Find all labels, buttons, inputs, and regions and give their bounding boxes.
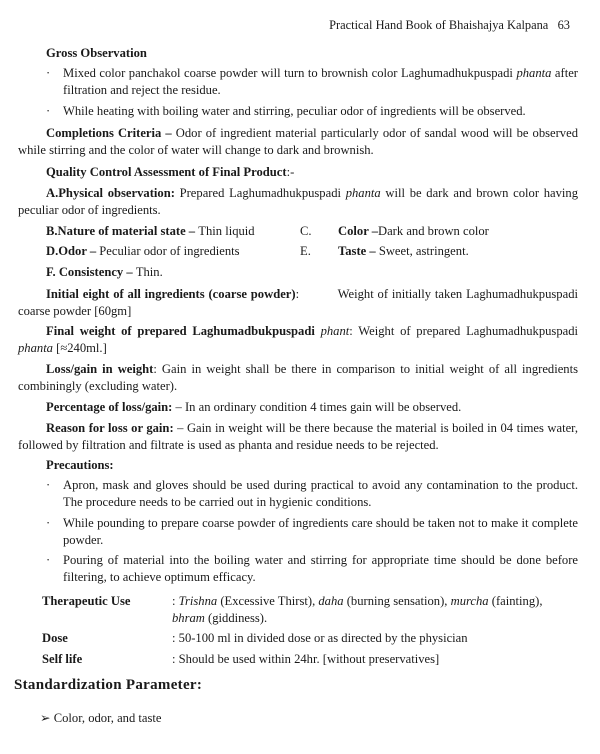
text-span: A.Physical observation: — [46, 186, 180, 200]
loss-gain-weight — [18, 361, 578, 394]
qc-row-b-c — [46, 223, 586, 240]
text-span: Initial eight of all ingredients (coarse powder) — [46, 287, 296, 301]
text-span: phant — [320, 324, 350, 338]
text-span: bhram — [172, 610, 205, 625]
text-span: :- — [286, 165, 295, 179]
list-item — [46, 477, 578, 510]
self-life — [42, 651, 578, 668]
text-span: : — [349, 324, 359, 338]
text-span: Color – — [338, 224, 378, 238]
text-span: Apron, mask and gloves should be used during practical to avoid any contamination to the product. The procedure needs to be carried out in hygienic conditions. — [63, 478, 578, 509]
running-header — [329, 17, 570, 34]
qc-heading — [46, 164, 294, 181]
dose — [42, 630, 578, 647]
text-span — [46, 223, 255, 240]
text-span: [≈240ml.] — [52, 340, 107, 355]
text-span: Prepared Laghumadhukpuspadi — [179, 186, 346, 200]
text-span: While pounding to prepare coarse powder of ingredients care should be taken not to make it complete powder. — [63, 516, 578, 547]
text-span: · — [46, 516, 51, 530]
text-span: Trishna — [178, 594, 218, 608]
gross-observation-heading — [46, 45, 147, 62]
qc-row-d-e — [46, 243, 586, 260]
text-span — [338, 223, 489, 240]
text-span: : Should be used within 24hr. [without preservatives] — [172, 652, 440, 666]
text-span: Sweet, astringent. — [378, 244, 469, 258]
precautions-heading — [46, 457, 114, 474]
text-span: Precautions: — [46, 458, 114, 472]
text-span: Dose — [42, 631, 68, 645]
text-span: Percentage of loss/gain: — [46, 400, 173, 414]
text-span: : 50-100 ml in divided dose or as directed by the physician — [172, 631, 468, 645]
text-span: (giddiness). — [204, 610, 268, 625]
text-span: Therapeutic Use — [42, 594, 131, 608]
physical-observation — [18, 185, 578, 218]
text-span: Self life — [42, 652, 83, 666]
page-number: 63 — [557, 18, 570, 32]
text-span — [46, 243, 240, 260]
text-span: – Gain in weight will be there because the material is boiled in 04 times water, followed by filtration and filtrate is used as phanta and residue needs to be rejected. — [18, 421, 578, 452]
text-span: Final weight of prepared Laghumadbukpuspadi — [46, 324, 321, 338]
text-span: Peculiar odor of ingredients — [99, 244, 240, 258]
text-span: (burning sensation), — [343, 594, 451, 608]
header-title: Practical Hand Book of Bhaishajya Kalpana — [329, 18, 549, 32]
therapeutic-use — [42, 593, 578, 626]
text-span: Taste – — [338, 244, 379, 258]
text-span: phanta — [345, 186, 381, 200]
standardization-heading: Standardization Parameter: — [14, 677, 203, 693]
text-span: Thin. — [135, 265, 163, 279]
text-span: Color, odor, and taste — [53, 711, 162, 725]
list-item — [46, 65, 578, 98]
text-span: will be dark and brown color having peculiar odor of ingredients. — [18, 186, 578, 217]
list-item — [46, 103, 578, 120]
text-span: phanta — [516, 66, 552, 80]
text-span: Weight of initially taken Laghumadhukpuspadi coarse powder [60gm] — [18, 287, 578, 318]
text-span: Mixed color panchakol coarse powder will turn to brownish color Laghumadhukpuspadi — [63, 66, 517, 80]
text-span: · — [46, 553, 51, 567]
text-span: E. — [300, 244, 311, 258]
text-span: · — [46, 104, 51, 118]
text-span: (Excessive Thirst), — [217, 594, 319, 608]
final-weight — [18, 323, 578, 356]
text-span: daha — [318, 594, 344, 608]
qc-row-f — [46, 264, 163, 281]
text-span: – In an ordinary condition 4 times gain will be observed. — [172, 400, 462, 414]
text-span: · — [46, 66, 51, 80]
text-span: · — [46, 478, 51, 492]
percentage-loss-gain — [18, 399, 578, 416]
arrow-bullet-icon: ➢ — [40, 711, 51, 725]
text-span: Quality Control Assessment of Final Product — [46, 165, 287, 179]
text-span: While heating with boiling water and stirring, peculiar odor of ingredients will be observed. — [63, 104, 526, 118]
text-span: phanta — [18, 340, 53, 355]
text-span: Pouring of material into the boiling water and stirring for appropriate time should be done before filtering, to achieve optimum efficacy. — [63, 553, 578, 584]
text-span: : — [172, 594, 179, 608]
text-span: Gross Observation — [46, 46, 147, 60]
text-span: murcha — [450, 594, 489, 608]
text-span: Thin liquid — [198, 224, 255, 238]
list-item — [46, 552, 578, 585]
list-item — [46, 515, 578, 548]
text-span — [172, 593, 578, 626]
text-span — [338, 243, 469, 260]
text-span: Completions Criteria – — [46, 126, 176, 140]
initial-weight — [18, 286, 578, 319]
reason-loss-gain — [18, 420, 578, 453]
list-item — [40, 710, 162, 727]
text-span: B.Nature of material state – — [46, 224, 199, 238]
text-span: : — [295, 287, 300, 301]
text-span: after filtration and reject the residue. — [63, 66, 579, 97]
text-span: C. — [300, 224, 312, 238]
text-span: Dark and brown color — [378, 224, 489, 238]
text-span: Reason for loss or gain: — [46, 421, 174, 435]
completion-criteria — [18, 125, 578, 158]
text-span: F. Consistency – — [46, 265, 136, 279]
text-span — [63, 65, 578, 98]
text-span: Loss/gain in weight — [46, 362, 154, 376]
text-span: Weight of prepared Laghumadhukpuspadi — [358, 324, 579, 338]
text-span: Odor of ingredient material particularly odor of sandal wood will be observed while stirring and the color of water will change to dark and brownish. — [18, 126, 578, 157]
text-span: D.Odor – — [46, 244, 100, 258]
text-span: : Gain in weight shall be there in comparison to initial weight of all ingredients combiningly (excluding water). — [18, 362, 578, 393]
text-span: (fainting), — [488, 594, 543, 608]
